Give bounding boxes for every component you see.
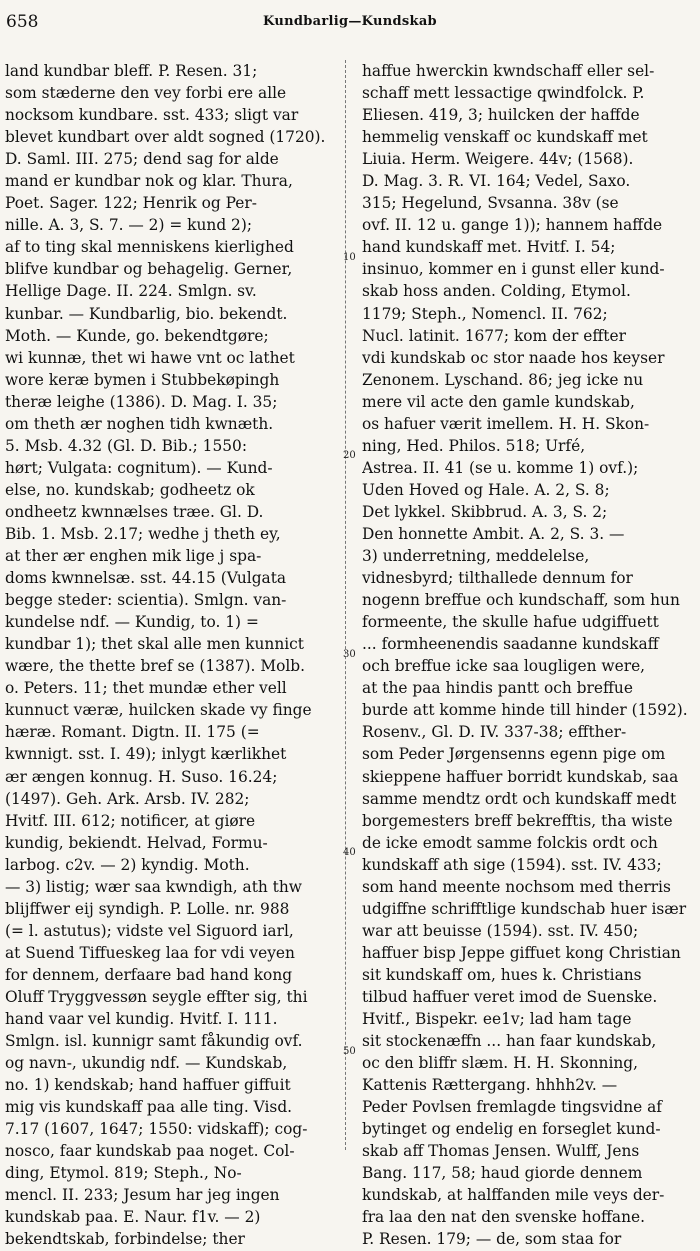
text-line: ding, Etymol. 819; Steph., No- [5,1164,242,1183]
text-line: om theth ær noghen tidh kwnæth. [5,414,274,433]
text-line: nille. A. 3, S. 7. — 2) = kund 2); [5,216,253,235]
text-line: bekendtskab, forbindelse; ther [5,1230,245,1249]
text-line: nogenn breffue och kundschaff, som hun [362,591,680,610]
text-line: blijffwer eij syndigh. P. Lolle. nr. 988 [5,899,290,918]
text-line: nosco, faar kundskab paa noget. Col- [5,1142,295,1161]
page-header [0,12,700,34]
text-line: 1179; Steph., Nomencl. II. 762; [362,304,608,323]
text-line: kwnnigt. sst. I. 49); inlygt kærlikhet [5,745,287,764]
text-line: Peder Povlsen fremlagde tingsvidne af [362,1098,662,1117]
text-line: Moth. — Kunde, go. bekendtgøre; [5,326,269,345]
text-line: Det lykkel. Skibbrud. A. 3, S. 2; [362,502,608,521]
text-line: no. 1) kendskab; hand haffuer giffuit [5,1076,291,1095]
text-line: at ther ær enghen mik lige j spa- [5,547,262,566]
text-line: mere vil acte den gamle kundskab, [362,392,635,411]
text-line: Eliesen. 419, 3; huilcken der haffde [362,106,640,125]
text-line: formeente, the skulle hafue udgiffuett [362,613,659,632]
text-line: af to ting skal menniskens kierlighed [5,238,294,257]
text-line: o. Peters. 11; thet mundæ ether vell [5,679,287,698]
text-line: kundskab, at halffanden mile veys der- [362,1186,665,1205]
text-line: Den honnette Ambit. A. 2, S. 3. — [362,524,625,543]
text-line: kundbar 1); thet skal alle men kunnict [5,635,304,654]
text-line: mand er kundbar nok og klar. Thura, [5,172,293,191]
text-line: de icke emodt samme folckis ordt och [362,833,658,852]
text-line: og navn-, ukundig ndf. — Kundskab, [5,1054,288,1073]
text-line: for dennem, derfaare bad hand kong [5,965,293,984]
text-line: sit stockenæffn ... han faar kundskab, [362,1032,657,1051]
line-marker-40: 40 [343,847,356,858]
text-line: kunbar. — Kundbarlig, bio. bekendt. [5,304,288,323]
text-line: bytinget og endelig en forseglet kund- [362,1120,661,1139]
text-line: Liuia. Herm. Weigere. 44v; (1568). [362,150,634,169]
left-column [5,60,338,1251]
text-line: blevet kundbart over aldt sogned (1720). [5,128,326,147]
text-line: 5. Msb. 4.32 (Gl. D. Bib.; 1550: [5,436,248,455]
text-line: hand vaar vel kundig. Hvitf. I. 111. [5,1010,278,1029]
text-line: P. Resen. 179; — de, som staa for [362,1230,622,1249]
text-line: (1497). Geh. Ark. Arsb. IV. 282; [5,789,250,808]
text-line: ning, Hed. Philos. 518; Urfé, [362,436,586,455]
text-line: Smlgn. isl. kunnigr samt fåkundig ovf. [5,1032,303,1051]
text-line: insinuo, kommer en i gunst eller kund- [362,260,665,279]
text-line: — 3) listig; wær saa kwndigh, ath thw [5,877,302,896]
text-line: kundskab paa. E. Naur. f1v. — 2) [5,1208,261,1227]
text-line: tilbud haffuer veret imod de Suenske. [362,987,658,1006]
text-line: ær ængen konnug. H. Suso. 16.24; [5,767,278,786]
text-line: ... formheenendis saadanne kundskaff [362,635,659,654]
text-line: Bib. 1. Msb. 2.17; wedhe j theth ey, [5,524,281,543]
text-line: Bang. 117, 58; haud giorde dennem [362,1164,643,1183]
line-marker-20: 20 [343,450,356,461]
text-line: skab hoss anden. Colding, Etymol. [362,282,631,301]
text-line: wære, the thette bref se (1387). Molb. [5,657,306,676]
text-line: som hand meente nochsom med therris [362,877,671,896]
text-line: hørt; Vulgata: cognitum). — Kund- [5,458,273,477]
text-line: larbog. c2v. — 2) kyndig. Moth. [5,855,250,874]
text-line: theræ leighe (1386). D. Mag. I. 35; [5,392,278,411]
text-line: kunnuct væræ, huilcken skade vy finge [5,701,312,720]
text-line: Kattenis Rættergang. hhhh2v. — [362,1076,618,1095]
running-head: Kundbarlig—Kundskab [263,14,437,29]
line-marker-10: 10 [343,252,356,263]
text-line: nocksom kundbare. sst. 433; sligt var [5,106,299,125]
text-line: Nucl. latinit. 1677; kom der effter [362,326,626,345]
text-line: Hellige Dage. II. 224. Smlgn. sv. [5,282,257,301]
text-line: hemmelig venskaff oc kundskaff met [362,128,648,147]
text-line: haffuer bisp Jeppe giffuet kong Christian [362,943,681,962]
text-line: at Suend Tiffueskeg laa for vdi veyen [5,943,295,962]
text-line: kundig, bekiendt. Helvad, Formu- [5,833,268,852]
text-line: sit kundskaff om, hues k. Christians [362,965,642,984]
text-line: kundskaff ath sige (1594). sst. IV. 433; [362,855,662,874]
column-divider [345,60,346,1150]
text-line: mig vis kundskaff paa alle ting. Visd. [5,1098,293,1117]
text-line: som stæderne den vey forbi ere alle [5,84,287,103]
text-line: Oluff Tryggvessøn seygle effter sig, thi [5,987,308,1006]
text-line: at the paa hindis pantt och breffue [362,679,633,698]
text-line: Zenonem. Lyschand. 86; jeg icke nu [362,370,644,389]
line-marker-30: 30 [343,649,356,660]
text-line: D. Mag. 3. R. VI. 164; Vedel, Saxo. [362,172,631,191]
text-line: och breffue icke saa lougligen were, [362,657,646,676]
text-line: doms kwnnelsæ. sst. 44.15 (Vulgata [5,569,287,588]
text-line: haffue hwerckin kwndschaff eller sel- [362,62,655,80]
page-number: 658 [6,12,39,32]
text-line: ovf. II. 12 u. gange 1)); hannem haffde [362,216,663,235]
text-line: vdi kundskab oc stor naade hos keyser [362,348,665,367]
text-line: 7.17 (1607, 1647; 1550: vidskaff); cog- [5,1120,308,1139]
text-line: vidnesbyrd; tilthallede dennum for [362,569,633,588]
right-column [362,60,695,1251]
text-line: samme mendtz ordt och kundskaff medt [362,789,677,808]
text-line: 3) underretning, meddelelse, [362,547,590,566]
text-line: udgiffne schrifftlige kundschab huer især [362,899,687,918]
text-line: som Peder Jørgensenns egenn pige om [362,745,666,764]
text-line: D. Saml. III. 275; dend sag for alde [5,150,279,169]
text-line: begge steder: scientia). Smlgn. van- [5,591,287,610]
text-line: wi kunnæ, thet wi hawe vnt oc lathet [5,348,295,367]
text-line: Rosenv., Gl. D. IV. 337-38; effther- [362,723,627,742]
text-line: oc den bliffr slæm. H. H. Skonning, [362,1054,639,1073]
text-line: mencl. II. 233; Jesum har jeg ingen [5,1186,280,1205]
text-line: Hvitf., Bispekr. ee1v; lad ham tage [362,1010,632,1029]
text-line: war att beuisse (1594). sst. IV. 450; [362,921,639,940]
text-line: 315; Hegelund, Svsanna. 38v (se [362,194,619,213]
text-line: else, no. kundskab; godheetz ok [5,480,255,499]
text-line: kundelse ndf. — Kundig, to. 1) = [5,613,259,632]
text-line: hand kundskaff met. Hvitf. I. 54; [362,238,616,257]
text-line: os hafuer værit imellem. H. H. Skon- [362,414,650,433]
text-line: burde att komme hinde till hinder (1592). [362,701,688,720]
text-line: wore keræ bymen i Stubbekøpingh [5,370,280,389]
text-line: Uden Hoved og Hale. A. 2, S. 8; [362,480,610,499]
text-line: hæræ. Romant. Digtn. II. 175 (= [5,723,260,742]
text-line: borgemesters breff bekrefftis, tha wiste [362,811,673,830]
text-line: schaff mett lessactige qwindfolck. P. [362,84,645,103]
text-line: Astrea. II. 41 (se u. komme 1) ovf.); [362,458,639,477]
text-line: skieppene haffuer borridt kundskab, saa [362,767,679,786]
text-line: fra laa den nat den svenske hoffane. [362,1208,646,1227]
text-line: (= l. astutus); vidste vel Siguord iarl, [5,921,294,940]
text-line: Poet. Sager. 122; Henrik og Per- [5,194,257,213]
text-line: blifve kundbar og behagelig. Gerner, [5,260,293,279]
text-line: ondheetz kwnnælses træe. Gl. D. [5,502,264,521]
text-line: land kundbar bleff. P. Resen. 31; [5,62,258,80]
line-marker-50: 50 [343,1046,356,1057]
text-line: skab aff Thomas Jensen. Wulff, Jens [362,1142,640,1161]
text-line: Hvitf. III. 612; notificer, at giøre [5,811,256,830]
